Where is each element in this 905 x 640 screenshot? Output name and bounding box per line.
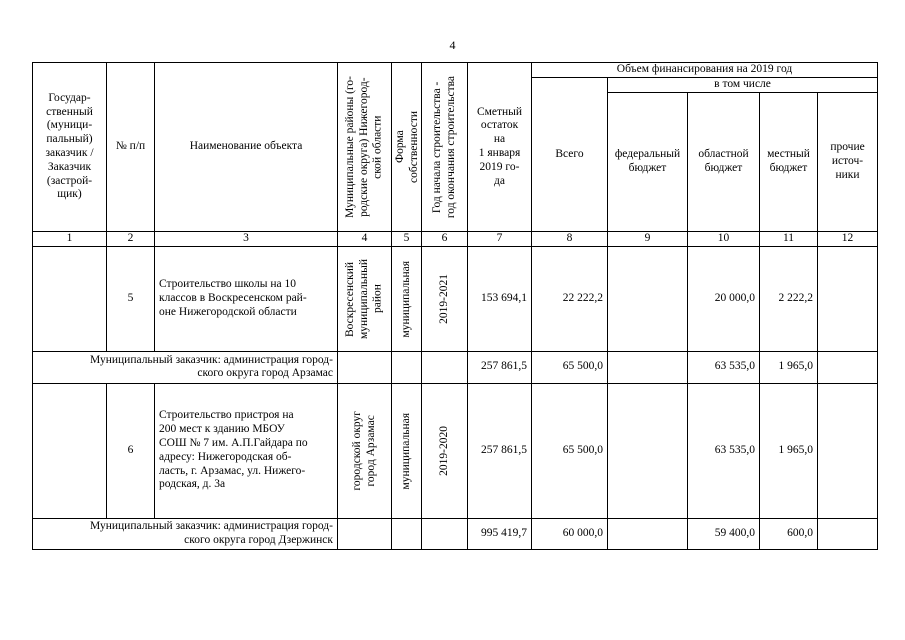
- years-cell: [422, 351, 468, 383]
- header-regional: областной бюджет: [688, 93, 760, 232]
- regional-cell: 63 535,0: [688, 383, 760, 518]
- col-number: 9: [608, 232, 688, 247]
- ownership-cell: [392, 518, 422, 549]
- header-district: Муниципальные районы (го- родские округа) Нижегород- ской области: [338, 63, 392, 232]
- col-number: 6: [422, 232, 468, 247]
- regional-cell: 63 535,0: [688, 351, 760, 383]
- ownership-cell: муниципальная: [392, 383, 422, 518]
- customer-title: Муниципальный заказчик: администрация город- ского округа город Дзержинск: [33, 518, 338, 549]
- col-number: 3: [155, 232, 338, 247]
- financing-table: [32, 62, 878, 550]
- object-name: Строительство школы на 10 классов в Воскресенском рай- оне Нижегородской области: [155, 246, 338, 351]
- customer-cell: [33, 246, 107, 351]
- federal-cell: [608, 246, 688, 351]
- federal-cell: [608, 383, 688, 518]
- col-number: 7: [468, 232, 532, 247]
- table-row: [33, 383, 878, 518]
- col-number: 5: [392, 232, 422, 247]
- local-cell: 2 222,2: [760, 246, 818, 351]
- other-cell: [818, 351, 878, 383]
- header-row-1: [33, 63, 878, 78]
- header-total: Всего: [532, 78, 608, 232]
- header-years: Год начала строительства - год окончания строительства: [422, 63, 468, 232]
- total-cell: 65 500,0: [532, 351, 608, 383]
- header-federal: федеральный бюджет: [608, 93, 688, 232]
- estimate-cell: 257 861,5: [468, 351, 532, 383]
- col-number: 11: [760, 232, 818, 247]
- regional-cell: 20 000,0: [688, 246, 760, 351]
- column-numbers-row: [33, 232, 878, 247]
- total-cell: 22 222,2: [532, 246, 608, 351]
- years-cell: [422, 518, 468, 549]
- estimate-cell: 257 861,5: [468, 383, 532, 518]
- federal-cell: [608, 351, 688, 383]
- col-number: 10: [688, 232, 760, 247]
- local-cell: 1 965,0: [760, 383, 818, 518]
- header-object-name: Наименование объекта: [155, 63, 338, 232]
- col-number: 2: [107, 232, 155, 247]
- years-cell: 2019-2021: [422, 246, 468, 351]
- page-number: 4: [449, 38, 456, 52]
- federal-cell: [608, 518, 688, 549]
- customer-cell: [33, 383, 107, 518]
- district-cell: городской округ город Арзамас: [338, 383, 392, 518]
- col-number: 8: [532, 232, 608, 247]
- other-cell: [818, 383, 878, 518]
- header-local: местный бюджет: [760, 93, 818, 232]
- total-cell: 60 000,0: [532, 518, 608, 549]
- district-cell: [338, 518, 392, 549]
- ownership-cell: муниципальная: [392, 246, 422, 351]
- customer-title: Муниципальный заказчик: администрация город- ского округа город Арзамас: [33, 351, 338, 383]
- col-number: 12: [818, 232, 878, 247]
- other-cell: [818, 518, 878, 549]
- header-including: в том числе: [608, 78, 878, 93]
- header-num: № п/п: [107, 63, 155, 232]
- header-financing: Объем финансирования на 2019 год: [532, 63, 878, 78]
- object-name: Строительство пристроя на 200 мест к зданию МБОУ СОШ № 7 им. А.П.Гайдара по адресу: Нижегородская об- ласть, г. Арзамас, ул. Нижего- родская, д. 3а: [155, 383, 338, 518]
- local-cell: 1 965,0: [760, 351, 818, 383]
- row-number: 6: [107, 383, 155, 518]
- total-cell: 65 500,0: [532, 383, 608, 518]
- other-cell: [818, 246, 878, 351]
- customer-summary-row: [33, 518, 878, 549]
- table-row: [33, 246, 878, 351]
- estimate-cell: 995 419,7: [468, 518, 532, 549]
- regional-cell: 59 400,0: [688, 518, 760, 549]
- header-customer: Государ- ственный (муници- пальный) заказчик / Заказчик (застрой- щик): [33, 63, 107, 232]
- estimate-cell: 153 694,1: [468, 246, 532, 351]
- district-cell: [338, 351, 392, 383]
- col-number: 4: [338, 232, 392, 247]
- years-cell: 2019-2020: [422, 383, 468, 518]
- col-number: 1: [33, 232, 107, 247]
- header-other: прочие источ- ники: [818, 93, 878, 232]
- row-number: 5: [107, 246, 155, 351]
- customer-summary-row: [33, 351, 878, 383]
- local-cell: 600,0: [760, 518, 818, 549]
- ownership-cell: [392, 351, 422, 383]
- header-estimate: Сметный остаток на 1 января 2019 го- да: [468, 63, 532, 232]
- district-cell: Воскресенский муниципальный район: [338, 246, 392, 351]
- header-ownership: Форма собственности: [392, 63, 422, 232]
